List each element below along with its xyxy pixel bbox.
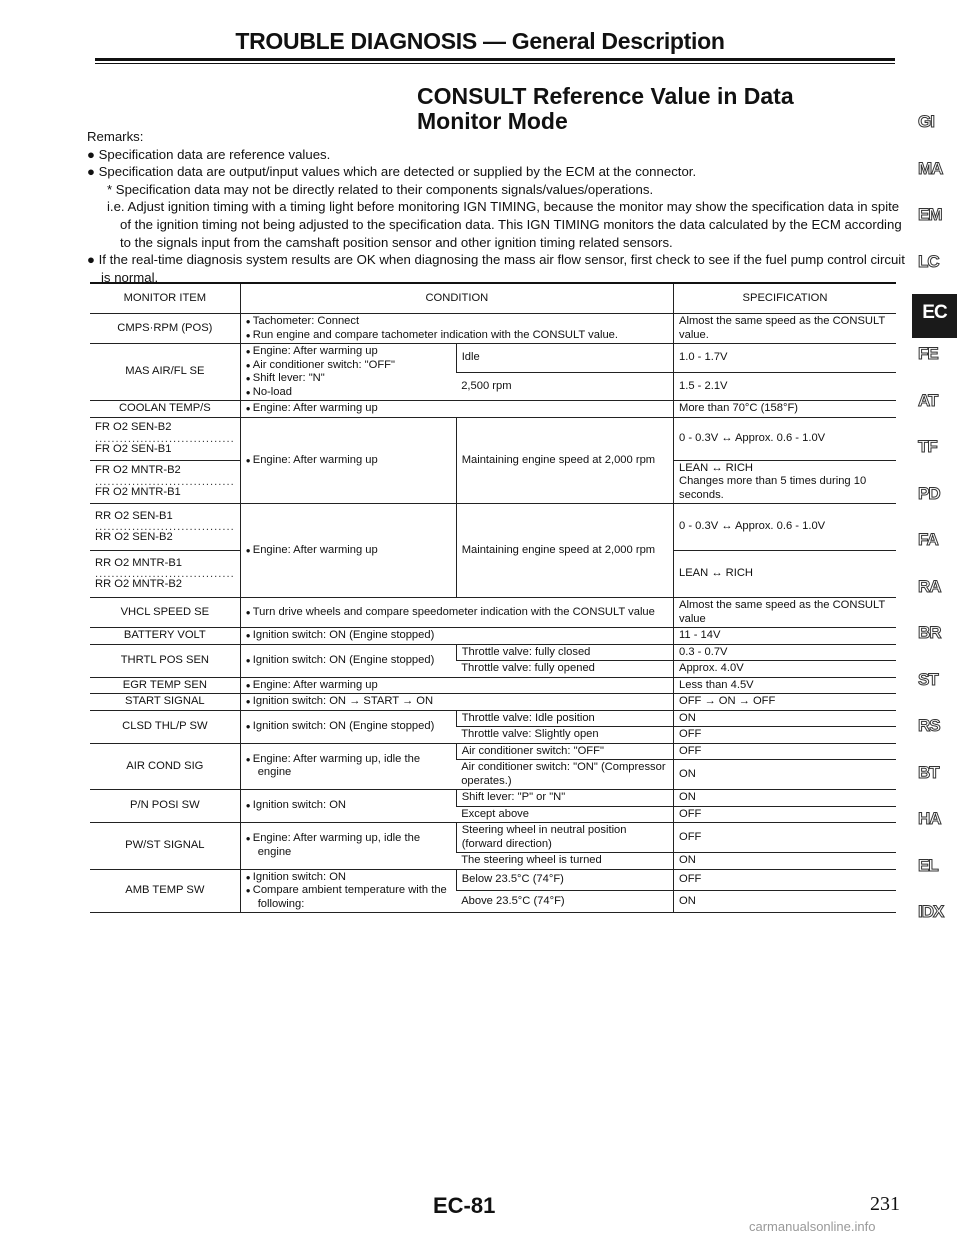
- condition: ● Ignition switch: ON (Engine stopped): [240, 644, 456, 677]
- header-rule: [95, 58, 895, 61]
- sub-condition: Below 23.5°C (74°F): [456, 869, 673, 891]
- page-header: TROUBLE DIAGNOSIS — General Description: [235, 28, 725, 54]
- remark-1: ● Specification data are reference values.: [87, 146, 331, 162]
- specification: OFF: [674, 869, 897, 891]
- tab-rs[interactable]: RS: [918, 716, 940, 735]
- condition: ● Engine: After warming up: [240, 417, 456, 504]
- specification: Approx. 4.0V: [674, 661, 897, 678]
- sub-condition: Throttle valve: fully opened: [456, 661, 673, 678]
- table-row: [90, 644, 896, 661]
- sub-condition: Shift lever: "P" or "N": [456, 790, 673, 807]
- specification: Less than 4.5V: [674, 677, 897, 694]
- specification: ON: [674, 853, 897, 870]
- specification: More than 70°C (158°F): [674, 401, 897, 418]
- monitor-item: P/N POSI SW: [90, 790, 240, 823]
- table-row: [90, 790, 896, 807]
- condition: ● Engine: After warming up, idle the engine: [240, 823, 456, 870]
- sub-condition: Except above: [456, 806, 673, 823]
- condition: ● Engine: After warming up ● Air conditioner switch: "OFF" ● Shift lever: "N" ● No-load: [240, 344, 456, 401]
- remark-note-1: * Specification data may not be directly related to their components signals/values/operations.: [107, 181, 654, 197]
- sub-condition: Throttle valve: Slightly open: [456, 727, 673, 744]
- tab-em[interactable]: EM: [918, 205, 942, 224]
- specification: ON: [674, 790, 897, 807]
- table-row: [90, 401, 896, 418]
- watermark: carmanualsonline.info: [749, 1219, 876, 1234]
- tab-bt[interactable]: BT: [918, 762, 939, 782]
- section-title: CONSULT Reference Value in Data Monitor Mode: [417, 83, 794, 134]
- header-condition: CONDITION: [240, 283, 673, 314]
- monitor-item-group: FR O2 SEN-B2 .................................. FR O2 SEN-B1: [90, 417, 240, 460]
- tab-ra[interactable]: RA: [918, 576, 941, 596]
- specification: OFF: [674, 727, 897, 744]
- specification: LEAN ↔ RICH: [674, 551, 897, 598]
- specification: Almost the same speed as the CONSULT value.: [674, 314, 897, 344]
- monitor-item-group: RR O2 SEN-B1 .................................. RR O2 SEN-B2: [90, 504, 240, 551]
- condition: ● Tachometer: Connect ● Run engine and compare tachometer indication with the CONSULT value.: [240, 314, 673, 344]
- specification: ON: [674, 760, 897, 790]
- specification: OFF: [674, 806, 897, 823]
- condition: ● Ignition switch: ON: [240, 790, 456, 823]
- monitor-item: AIR COND SIG: [90, 743, 240, 790]
- specification: 11 - 14V: [674, 628, 897, 645]
- table-row: [90, 314, 896, 344]
- tab-at[interactable]: AT: [918, 390, 938, 410]
- sub-condition: The steering wheel is turned: [456, 853, 673, 870]
- specification: 1.0 - 1.7V: [674, 344, 897, 373]
- remarks-label: Remarks:: [87, 129, 144, 144]
- monitor-item: START SIGNAL: [90, 694, 240, 711]
- table-row: [90, 869, 896, 891]
- sub-condition: Throttle valve: Idle position: [456, 710, 673, 727]
- table-row: [90, 823, 896, 853]
- monitor-item: PW/ST SIGNAL: [90, 823, 240, 870]
- section-index-tabs: [915, 112, 955, 949]
- tab-tf[interactable]: TF: [918, 437, 937, 456]
- remark-3: ● If the real-time diagnosis system results are OK when diagnosing the mass air flow sensor, first check to see if the fuel pump control circuit is normal.: [87, 252, 905, 285]
- remarks: [87, 128, 907, 286]
- condition: ● Engine: After warming up: [240, 677, 673, 694]
- table-row: [90, 344, 896, 373]
- table-row: [90, 628, 896, 645]
- header-monitor-item: MONITOR ITEM: [90, 283, 240, 314]
- specification: 0 - 0.3V ↔ Approx. 0.6 - 1.0V: [674, 417, 897, 460]
- specification: OFF → ON → OFF: [674, 694, 897, 711]
- tab-ec[interactable]: EC: [912, 294, 957, 338]
- tab-br[interactable]: BR: [918, 623, 941, 642]
- condition: ● Engine: After warming up: [240, 504, 456, 598]
- table-header-row: [90, 283, 896, 314]
- tab-fa[interactable]: FA: [918, 530, 938, 549]
- table-row: [90, 598, 896, 628]
- remark-2: ● Specification data are output/input values which are detected or supplied by the ECM at the connector.: [87, 164, 697, 180]
- page-number: EC-81: [433, 1193, 496, 1218]
- header-rule-thin: [95, 63, 895, 64]
- tab-ma[interactable]: MA: [918, 158, 943, 178]
- specification: 0 - 0.3V ↔ Approx. 0.6 - 1.0V: [674, 504, 897, 551]
- sub-condition: Maintaining engine speed at 2,000 rpm: [456, 417, 673, 504]
- specification: 1.5 - 2.1V: [674, 372, 897, 401]
- remark-note-2: i.e. Adjust ignition timing with a timing light before monitoring IGN TIMING, because the monitor may show the specification data in spite of the ignition timing not being adjusted to the specification data. This IGN TIMING monitors the data calculated by the ECM according to the signals input from the camshaft position sensor and other ignition timing related sensors.: [107, 199, 902, 250]
- specification: ON: [674, 710, 897, 727]
- table-row: [90, 677, 896, 694]
- header-specification: SPECIFICATION: [674, 283, 897, 314]
- tab-fe[interactable]: FE: [918, 344, 938, 363]
- tab-el[interactable]: EL: [918, 855, 938, 875]
- sub-condition: 2,500 rpm: [456, 372, 673, 401]
- tab-idx[interactable]: IDX: [918, 902, 944, 921]
- monitor-item-group: FR O2 MNTR-B2 .................................. FR O2 MNTR-B1: [90, 460, 240, 504]
- sub-condition: Air conditioner switch: "ON" (Compressor operates.): [456, 760, 673, 790]
- condition: ● Engine: After warming up, idle the engine: [240, 743, 456, 790]
- specification: OFF: [674, 743, 897, 760]
- monitor-item: VHCL SPEED SE: [90, 598, 240, 628]
- specification: Almost the same speed as the CONSULT value: [674, 598, 897, 628]
- tab-ha[interactable]: HA: [918, 809, 941, 828]
- table-row: [90, 710, 896, 727]
- condition: ● Turn drive wheels and compare speedometer indication with the CONSULT value: [240, 598, 673, 628]
- folio-number: 231: [870, 1193, 900, 1215]
- condition: ● Ignition switch: ON ● Compare ambient temperature with the following:: [240, 869, 456, 913]
- monitor-item: THRTL POS SEN: [90, 644, 240, 677]
- monitor-item: AMB TEMP SW: [90, 869, 240, 913]
- specification: 0.3 - 0.7V: [674, 644, 897, 661]
- table-row: [90, 743, 896, 760]
- sub-condition: Maintaining engine speed at 2,000 rpm: [456, 504, 673, 598]
- condition: ● Ignition switch: ON (Engine stopped): [240, 710, 456, 743]
- sub-condition: Idle: [456, 344, 673, 373]
- monitor-item: EGR TEMP SEN: [90, 677, 240, 694]
- monitor-item: MAS AIR/FL SE: [90, 344, 240, 401]
- specification: OFF: [674, 823, 897, 853]
- tab-lc[interactable]: LC: [918, 251, 939, 271]
- sub-condition: Throttle valve: fully closed: [456, 644, 673, 661]
- tab-pd[interactable]: PD: [918, 483, 940, 503]
- monitor-item: COOLAN TEMP/S: [90, 401, 240, 418]
- specification: ON: [674, 891, 897, 913]
- sub-condition: Steering wheel in neutral position (forward direction): [456, 823, 673, 853]
- condition: ● Ignition switch: ON (Engine stopped): [240, 628, 673, 645]
- monitor-item: CLSD THL/P SW: [90, 710, 240, 743]
- monitor-item: CMPS·RPM (POS): [90, 314, 240, 344]
- tab-st[interactable]: ST: [918, 669, 938, 689]
- condition: ● Engine: After warming up: [240, 401, 673, 418]
- monitor-item: BATTERY VOLT: [90, 628, 240, 645]
- tab-gi[interactable]: GI: [918, 112, 934, 131]
- sub-condition: Above 23.5°C (74°F): [456, 891, 673, 913]
- condition: ● Ignition switch: ON → START → ON: [240, 694, 673, 711]
- sub-condition: Air conditioner switch: "OFF": [456, 743, 673, 760]
- reference-value-table: [90, 282, 896, 913]
- specification: LEAN ↔ RICH Changes more than 5 times during 10 seconds.: [674, 460, 897, 504]
- table-row: [90, 694, 896, 711]
- monitor-item-group: RR O2 MNTR-B1 .................................. RR O2 MNTR-B2: [90, 551, 240, 598]
